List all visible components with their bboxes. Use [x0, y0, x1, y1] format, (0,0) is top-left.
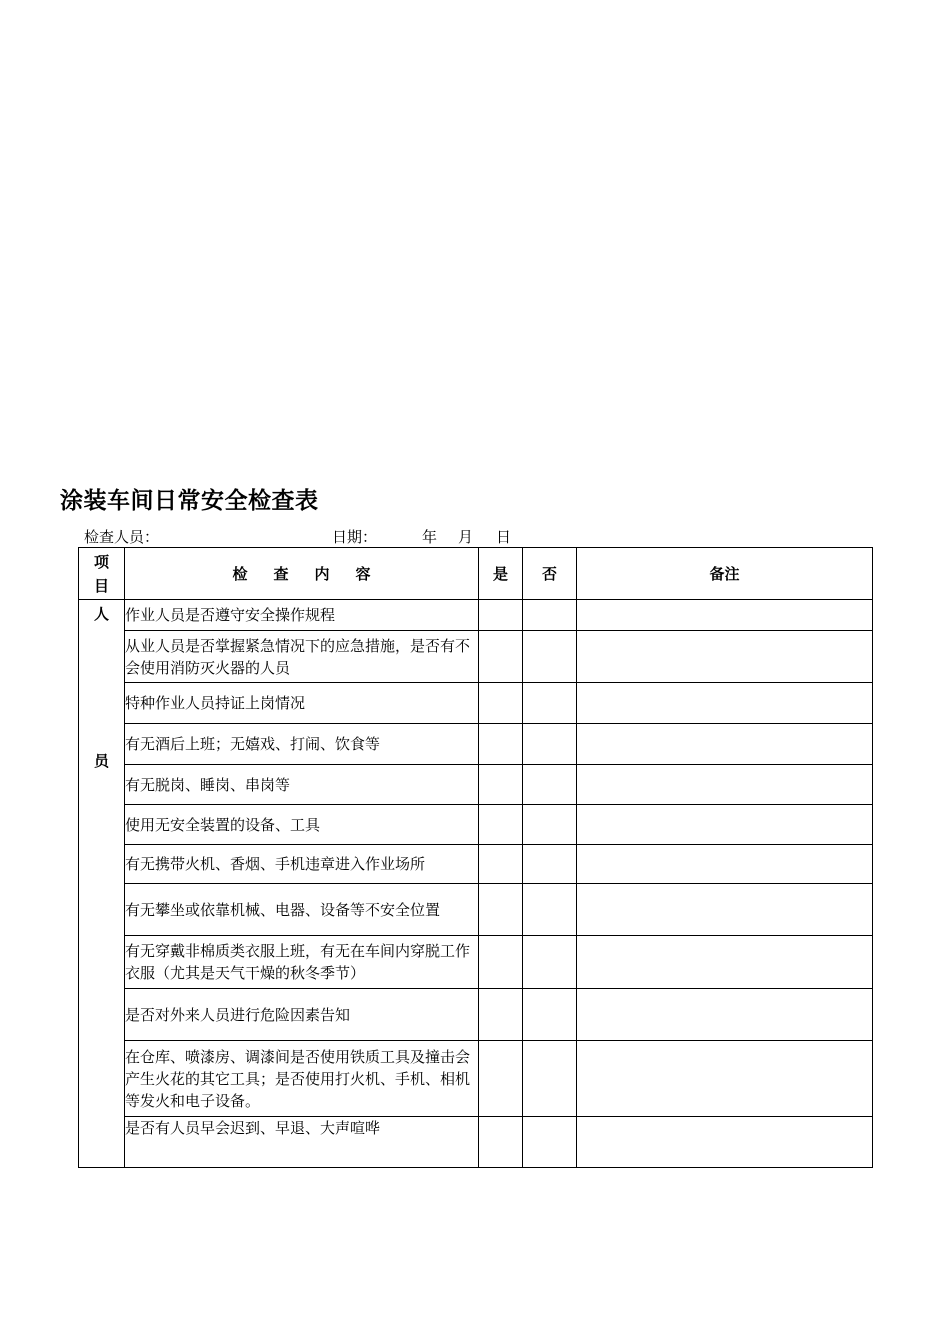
remarks-cell[interactable] [577, 600, 873, 631]
category-char-top: 人 [93, 605, 109, 623]
row-content: 有无脱岗、睡岗、串岗等 [125, 765, 479, 805]
inspection-meta-row [84, 526, 584, 546]
row-content: 从业人员是否掌握紧急情况下的应急措施，是否有不会使用消防灭火器的人员 [125, 631, 479, 683]
remarks-cell[interactable] [577, 936, 873, 989]
remarks-cell[interactable] [577, 724, 873, 765]
header-item-line1: 项 [93, 552, 109, 571]
date-label: 日期： [332, 528, 378, 546]
no-cell[interactable] [523, 884, 577, 936]
month-label: 月 [458, 528, 474, 546]
table-row [79, 1117, 873, 1168]
yes-cell[interactable] [479, 631, 523, 683]
inspection-table [78, 547, 873, 1168]
no-cell[interactable] [523, 1117, 577, 1168]
yes-cell[interactable] [479, 683, 523, 724]
header-content [125, 548, 479, 600]
year-label: 年 [422, 528, 438, 546]
header-content-char: 查 [273, 565, 289, 583]
header-content-char: 检 [232, 565, 248, 583]
row-content: 在仓库、喷漆房、调漆间是否使用铁质工具及撞击会产生火花的其它工具；是否使用打火机、手机、相机等发火和电子设备。 [125, 1041, 479, 1117]
header-remarks: 备注 [577, 548, 873, 600]
row-content: 使用无安全装置的设备、工具 [125, 805, 479, 845]
remarks-cell[interactable] [577, 683, 873, 724]
yes-cell[interactable] [479, 805, 523, 845]
row-content: 是否有人员早会迟到、早退、大声喧哗 [125, 1117, 479, 1168]
table-row [79, 1041, 873, 1117]
yes-cell[interactable] [479, 765, 523, 805]
yes-cell[interactable] [479, 1117, 523, 1168]
table-row [79, 631, 873, 683]
no-cell[interactable] [523, 631, 577, 683]
table-row [79, 845, 873, 884]
no-cell[interactable] [523, 936, 577, 989]
table-row [79, 989, 873, 1041]
no-cell[interactable] [523, 683, 577, 724]
category-char-mid: 员 [93, 752, 109, 770]
table-row [79, 805, 873, 845]
header-yes: 是 [479, 548, 523, 600]
remarks-cell[interactable] [577, 845, 873, 884]
remarks-cell[interactable] [577, 1041, 873, 1117]
table-row [79, 765, 873, 805]
row-content: 有无穿戴非棉质类衣服上班，有无在车间内穿脱工作衣服（尤其是天气干燥的秋冬季节） [125, 936, 479, 989]
yes-cell[interactable] [479, 884, 523, 936]
remarks-cell[interactable] [577, 884, 873, 936]
row-content: 有无攀坐或依靠机械、电器、设备等不安全位置 [125, 884, 479, 936]
no-cell[interactable] [523, 845, 577, 884]
day-label: 日 [496, 528, 512, 546]
row-content: 特种作业人员持证上岗情况 [125, 683, 479, 724]
row-content: 有无携带火机、香烟、手机违章进入作业场所 [125, 845, 479, 884]
table-row [79, 724, 873, 765]
table-header-row [79, 548, 873, 600]
inspector-label: 检查人员： [84, 528, 160, 546]
table-row [79, 600, 873, 631]
header-content-char: 容 [355, 565, 371, 583]
no-cell[interactable] [523, 600, 577, 631]
no-cell[interactable] [523, 724, 577, 765]
table-row [79, 936, 873, 989]
yes-cell[interactable] [479, 724, 523, 765]
no-cell[interactable] [523, 805, 577, 845]
no-cell[interactable] [523, 989, 577, 1041]
page-title: 涂装车间日常安全检查表 [60, 488, 319, 514]
table-row [79, 683, 873, 724]
row-content: 作业人员是否遵守安全操作规程 [125, 600, 479, 631]
no-cell[interactable] [523, 765, 577, 805]
header-item [79, 548, 125, 600]
header-no: 否 [523, 548, 577, 600]
no-cell[interactable] [523, 1041, 577, 1117]
remarks-cell[interactable] [577, 765, 873, 805]
row-content: 是否对外来人员进行危险因素告知 [125, 989, 479, 1041]
remarks-cell[interactable] [577, 805, 873, 845]
row-content: 有无酒后上班；无嬉戏、打闹、饮食等 [125, 724, 479, 765]
category-personnel [79, 600, 125, 1168]
yes-cell[interactable] [479, 600, 523, 631]
table-row [79, 884, 873, 936]
remarks-cell[interactable] [577, 989, 873, 1041]
yes-cell[interactable] [479, 845, 523, 884]
yes-cell[interactable] [479, 989, 523, 1041]
header-item-line2: 目 [93, 576, 109, 595]
yes-cell[interactable] [479, 936, 523, 989]
header-content-char: 内 [314, 565, 330, 583]
yes-cell[interactable] [479, 1041, 523, 1117]
remarks-cell[interactable] [577, 631, 873, 683]
remarks-cell[interactable] [577, 1117, 873, 1168]
